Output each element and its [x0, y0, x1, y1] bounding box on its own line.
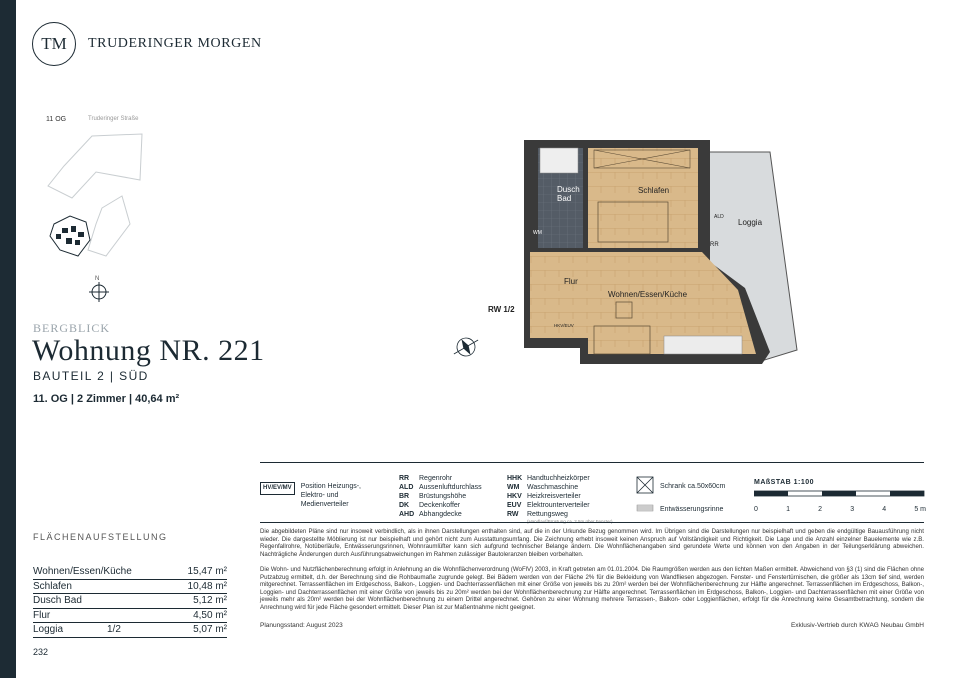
legend-item: DK Deckenkoffer: [399, 502, 461, 509]
label-flur: Flur: [564, 277, 578, 286]
sidebar-bar: [0, 0, 16, 678]
hv-badge: HV/EV/MV: [260, 482, 295, 495]
apartment-title: Wohnung NR. 221: [32, 334, 265, 367]
keyplan-unit: [56, 234, 61, 239]
keyplan-unit: [75, 240, 80, 245]
area-name: Dusch Bad: [33, 595, 82, 606]
plan-compass-icon: [449, 332, 482, 362]
area-factor: [107, 580, 167, 594]
label-wohnen: Wohnen/Essen/Küche: [608, 290, 688, 299]
planning-date: Planungsstand: August 2023: [260, 622, 343, 629]
keyplan-unit: [78, 232, 84, 237]
legend-abbr-col2: [507, 474, 613, 524]
area-name: Wohnen/Essen/Küche: [33, 566, 132, 577]
area-value: 10,48 m²: [187, 580, 227, 592]
area-factor: [132, 565, 180, 579]
legend-item: HHK Handtuchheizkörper: [507, 475, 590, 482]
brand-logo: [32, 22, 76, 66]
area-value: 5,12 m²: [193, 595, 227, 606]
keyplan-building-outline: [48, 134, 142, 198]
label-loggia: Loggia: [738, 218, 763, 227]
table-row: [33, 580, 227, 595]
rinne-icon: [636, 504, 656, 512]
scale-tick: 0: [754, 506, 758, 513]
area-value: 4,50 m²: [193, 609, 227, 621]
scale-tick: 3: [850, 506, 855, 513]
area-name: Flur: [33, 609, 51, 621]
disclaimer-paragraph: Die abgebildeten Pläne sind nur insoweit verbindlich, als in ihnen Darstellungen enthalten sind, auf die in der Urkunde Bezug genommen wird. Im Übrigen sind die Darstellungen nur beispielhaft und geben die endgültige Bauausführung nicht wieder. Die dargestellte Möblierung ist nur beispielhaft und gehört nicht zum Ausstattungsumfang. Die Zeichnung erhebt insoweit keinen Anspruch auf Vollständigkeit und Richtigkeit. Die Lage und die Anzahl einzelner Bauelemente wie z.B. Regenfallrohre, Notüberläufe, Entwässerungsrinnen, Wohnraumlüfter kann sich aufgrund technischer Belange ändern. Die Wohnflächenangaben sind gerundete Werte und können von den Angaben in der Teilungserklärung abweichen. Nachträgliche Änderungen durch Ausführungsabweichungen im Rahmen zulässiger Bautoleranzen bleiben vorbehalten.: [260, 528, 924, 558]
scale-tick: 2: [818, 506, 823, 513]
legend-hv: [260, 482, 365, 509]
legend-item: AHD Abhangdecke: [399, 511, 462, 518]
scale-tick: 5 m: [914, 506, 926, 513]
rw-note: (Handlauf/Brüstung ca. 2.5m über Fenster): [527, 519, 613, 524]
table-row: [33, 609, 227, 624]
keyplan-unit: [62, 228, 68, 233]
legend-item: BR Brüstungshöhe: [399, 493, 467, 500]
label-schlafen: Schlafen: [638, 186, 670, 195]
legend-abbr-col1: [399, 474, 482, 519]
schrank-label: Schrank ca.50x60cm: [660, 483, 726, 490]
area-value: 15,47 m²: [187, 566, 227, 577]
areas-heading: FLÄCHENAUFSTELLUNG: [33, 532, 168, 542]
scale-title: MAßSTAB 1:100: [754, 479, 815, 486]
keyplan-map: [44, 128, 154, 268]
rinne-label: Entwässerungsrinne: [660, 506, 724, 513]
table-row: [33, 594, 227, 609]
apartment-subtitle: BERGBLICK: [33, 321, 111, 335]
scale-bar: [754, 490, 926, 498]
schrank-icon: [636, 476, 656, 496]
legend-item: WM Waschmaschine: [507, 484, 579, 491]
apartment-bauteil: BAUTEIL 2 | SÜD: [33, 369, 149, 383]
hv-text: Position Heizungs-, Elektro- und Medienverteiler: [300, 483, 361, 508]
keyplan-floor: 11 OG: [46, 116, 67, 123]
brand-name: TRUDERINGER MORGEN: [88, 36, 262, 51]
legend-item: ALD Aussenluftdurchlass: [399, 484, 482, 491]
room-schlafen: [588, 148, 698, 248]
areas-table: [33, 565, 227, 638]
keyplan-unit: [66, 238, 72, 244]
apartment-info: 11. OG | 2 Zimmer | 40,64 m²: [33, 393, 180, 405]
compass-icon: [89, 282, 109, 302]
label-ald: ALD: [714, 214, 724, 220]
label-bad: Bad: [557, 194, 572, 203]
brand-monogram: TM: [41, 34, 67, 53]
scale-ticks: [754, 505, 926, 514]
legend-item: RR Regenrohr: [399, 475, 453, 482]
floor-plan: [440, 130, 810, 380]
shower-tray: [540, 148, 578, 173]
label-rw: RW 1/2: [488, 305, 515, 314]
label-hkv: HKV/EUV: [554, 323, 574, 328]
legend-item: HKV Heizkreisverteiler: [507, 493, 581, 500]
scale-tick: 1: [786, 506, 790, 513]
area-name: Schlafen: [33, 580, 72, 592]
kitchen-counter: [664, 336, 742, 354]
legend-item: EUV Elektrounterverteiler: [507, 502, 590, 509]
keyplan-unit: [71, 226, 76, 232]
area-calc-paragraph: Die Wohn- und Nutzflächenberechnung erfolgt in Anlehnung an die Wohnflächenverordnung (WoFlV) 2003, in Kraft getreten am 01.01.2004. Die Raumgrößen werden aus den lichten Maßen ermittelt. Abweichend von §3 (1) sind die Flächen ohne Putzabzug ermittelt, d.h. der Berechnung sind die Rohbaumaße zugrunde gelegt. Bei Bädern werden von der Fläche 2% für die Bekleidung von Wandfliesen abgezogen. Fenster- und Fenstertürnischen, die größer als 13cm tief sind, werden mitgerechnet. Terrassenflächen im Erdgeschoss, Balkon-, Loggien- und Dachterrassenflächen mit einer Größe von jeweils bis zu 20m² werden bei der Wohnflächenberechnung zur Hälfte angerechnet. Terrassenflächen im Erdgeschoss, Balkon-, Loggien- und Dachterrassenflächen mit einer Größe von jeweils bis zu 20m² werden bei der Wohnflächenberechnung zur Hälfte angerechnet. Terrassenflächen im Erdgeschoss, Balkon-, Loggien- und Dachterrassenflächen mit einer Größe von jeweils mehr als 20m² werden bei der Wohnflächenberechnung zu einem Drittel angerechnet. Gehören zu einer Wohnung mehrere Terrassen-, Balkon- oder Loggienflächen, erfolgt für die Anrechnung keine Gesamtbetrachtung, sondern die Anrechnung wird für jede Fläche gesondert ermittelt. Dieser Plan ist zur Maßentnahme nicht geeignet.: [260, 566, 924, 611]
keyplan-building-outline: [88, 196, 130, 256]
area-value: 5,07 m²: [193, 624, 227, 635]
label-rr: RR: [710, 242, 719, 248]
legend-divider-top: [260, 462, 924, 463]
vertrieb: Exklusiv-Vertrieb durch KWAG Neubau GmbH: [790, 622, 924, 629]
area-factor: [107, 609, 167, 623]
legend-item: RW Rettungsweg: [507, 511, 568, 518]
area-factor: [107, 594, 167, 608]
page-number: 232: [33, 647, 49, 657]
area-name: Loggia: [33, 624, 64, 635]
area-factor: 1/2: [107, 624, 121, 635]
scale-tick: 4: [882, 506, 887, 513]
label-dusch: Dusch: [557, 185, 580, 194]
label-wm: WM: [533, 230, 542, 236]
keyplan-street: Truderinger Straße: [88, 116, 139, 122]
legend-divider-bottom: [260, 522, 924, 523]
table-row: [33, 565, 227, 580]
keyplan-north-label: N: [95, 276, 100, 282]
table-row: [33, 623, 227, 638]
